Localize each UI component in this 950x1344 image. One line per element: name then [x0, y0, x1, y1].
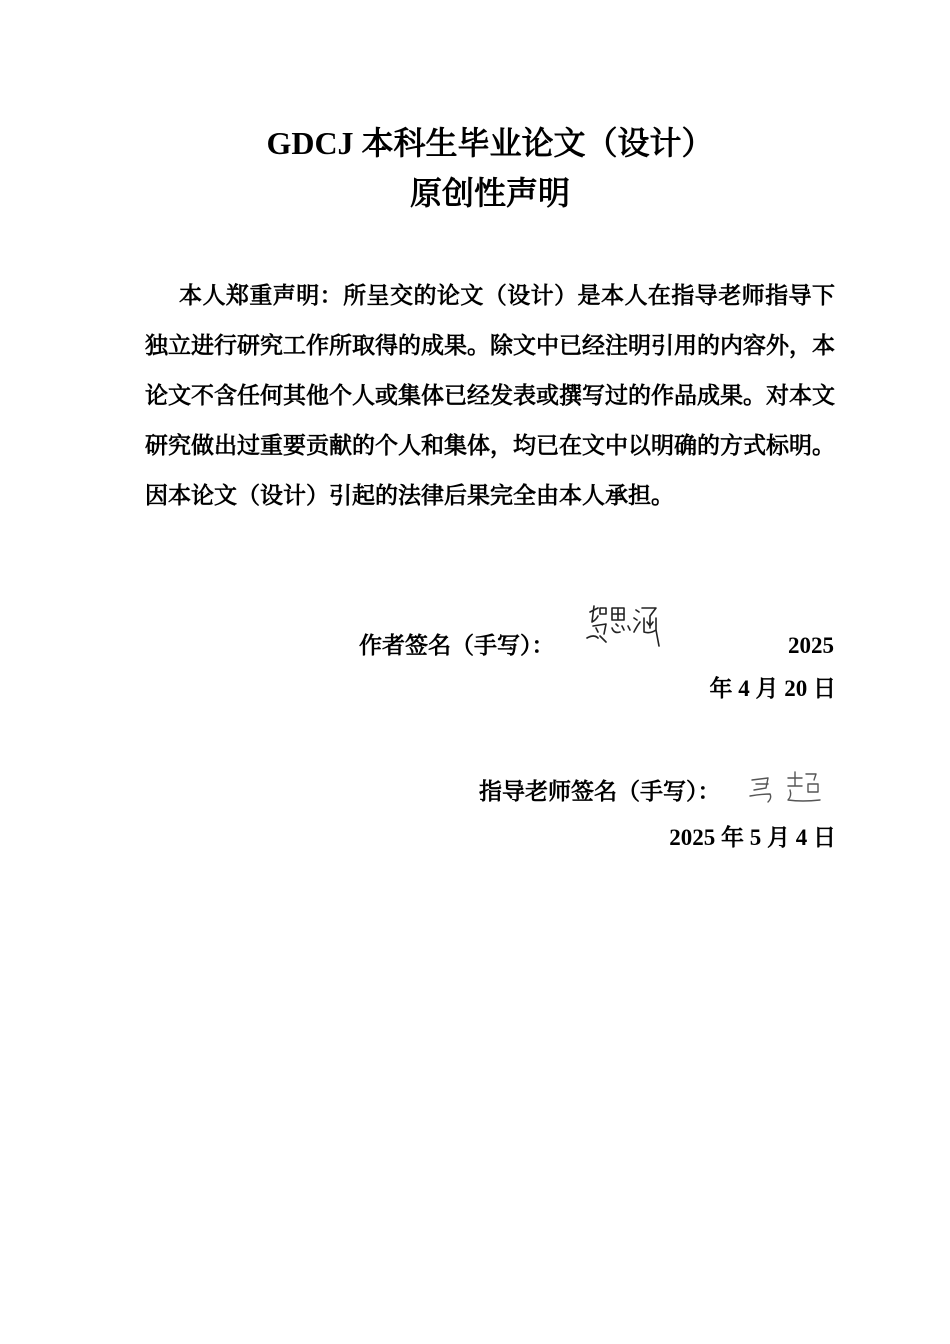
author-signature-label: 作者签名（手写）：	[359, 633, 555, 658]
document-title: GDCJ 本科生毕业论文（设计）	[266, 125, 714, 161]
author-date: 年 4 月 20 日	[709, 676, 836, 701]
advisor-date: 2025 年 5 月 4 日	[669, 825, 836, 850]
advisor-signature-image	[746, 766, 828, 806]
author-date-year: 2025	[788, 633, 834, 658]
handwritten-signature-icon	[584, 598, 664, 650]
handwritten-signature-icon	[746, 766, 828, 806]
author-signature-image	[584, 598, 664, 650]
declaration-paragraph: 本人郑重声明：所呈交的论文（设计）是本人在指导老师指导下独立进行研究工作所取得的成果。除文中已经注明引用的内容外，本论文不含任何其他个人或集体已经发表或撰写过的作品成果。对本文研究做出过重要贡献的个人和集体，均已在文中以明确的方式标明。因本论文（设计）引起的法律后果完全由本人承担。	[145, 283, 835, 508]
advisor-signature-label: 指导老师签名（手写）：	[479, 779, 721, 804]
document-subtitle: 原创性声明	[409, 175, 570, 211]
